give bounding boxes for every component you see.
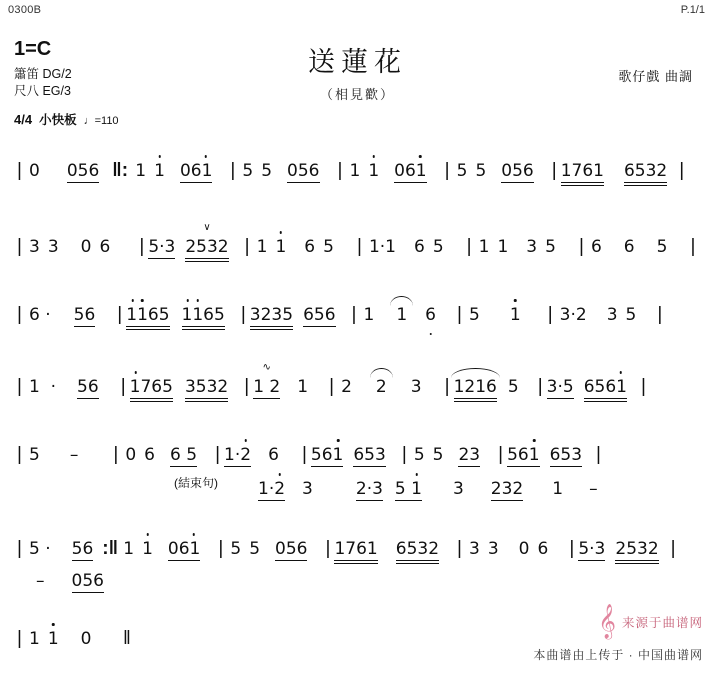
- barline: |: [337, 160, 343, 181]
- note: 1: [552, 479, 564, 499]
- note: 5: [29, 445, 40, 465]
- note: 5: [261, 161, 273, 181]
- note: 1: [150, 161, 169, 181]
- note-group: 6561: [583, 377, 628, 397]
- measure: [25, 377, 100, 397]
- note: 1: [392, 305, 411, 325]
- meter-tempo-row: [14, 110, 119, 128]
- barline: |: [244, 376, 250, 397]
- measure: [453, 377, 523, 397]
- note-group: 5·3: [148, 237, 176, 257]
- treble-clef-icon: 𝄞: [598, 605, 616, 638]
- note-group: 1761: [560, 161, 604, 181]
- measure: [32, 571, 105, 591]
- note-group: 653: [353, 445, 386, 465]
- note-group: 5 1: [394, 479, 423, 499]
- note-group: 3532: [184, 377, 229, 397]
- note-group: 232: [490, 479, 524, 499]
- barline: |: [356, 236, 362, 257]
- note: 5: [475, 161, 487, 181]
- measure: [410, 445, 481, 465]
- barline: |: [215, 444, 220, 465]
- note: –: [36, 571, 45, 591]
- measure: [25, 237, 114, 257]
- tempo-value: ♩=110: [83, 115, 119, 127]
- measure: [257, 479, 317, 499]
- measure: [556, 305, 641, 325]
- music-system-4: [0, 362, 715, 430]
- note-group: 5·3: [578, 539, 606, 559]
- measure: [125, 305, 226, 325]
- measure: [310, 445, 387, 465]
- note: 1: [138, 539, 157, 559]
- note: 3: [410, 377, 422, 397]
- note: 3: [452, 479, 464, 499]
- barline: |: [641, 376, 646, 397]
- note-group: 056: [66, 161, 100, 181]
- watermark: [598, 605, 703, 638]
- barline: |: [17, 236, 22, 257]
- ornament-icon: ∨: [203, 222, 211, 233]
- footer-credit: 本曲谱由上传于 · 中国曲谱网: [533, 648, 703, 662]
- measure: [355, 479, 423, 499]
- measure: [453, 161, 535, 181]
- measure: [465, 305, 525, 325]
- note: 1: [506, 305, 525, 325]
- barline: |: [240, 304, 246, 325]
- barline: |: [690, 236, 696, 257]
- measure: [253, 237, 338, 257]
- barline: |: [17, 538, 22, 559]
- note-group: 1761: [334, 539, 378, 559]
- note: 0: [518, 539, 530, 559]
- note: 0: [80, 237, 92, 257]
- note-group: 1165: [181, 305, 226, 325]
- note: 6: [99, 237, 111, 257]
- barline: |: [244, 236, 250, 257]
- ending-phrase-label: (結束句): [174, 476, 218, 490]
- note-group: 6532: [395, 539, 440, 559]
- note: 6 ·: [29, 305, 51, 325]
- measure: [238, 161, 320, 181]
- document-code: 0300B: [8, 4, 42, 16]
- note-group: 1·2: [223, 445, 252, 465]
- music-system-1: [0, 152, 715, 214]
- note: 1: [135, 161, 147, 181]
- note-group: 56: [73, 305, 96, 325]
- music-system-6: [0, 530, 715, 600]
- note: 3: [469, 539, 480, 559]
- note: 5: [249, 539, 261, 559]
- barline: |: [329, 376, 335, 397]
- measure: [449, 479, 524, 499]
- note: 1: [297, 377, 309, 397]
- note-group: 561: [506, 445, 540, 465]
- barline: |: [120, 376, 126, 397]
- barline: |: [466, 236, 472, 257]
- note-group: 6532: [623, 161, 668, 181]
- measure: [25, 305, 96, 325]
- barline: |: [547, 304, 553, 325]
- note: 5: [507, 377, 519, 397]
- barline: |: [301, 444, 307, 465]
- notation-row: [14, 436, 705, 474]
- note: 5: [432, 445, 444, 465]
- measure: [623, 161, 668, 181]
- note: 5 ·: [29, 539, 51, 559]
- measure: [395, 539, 440, 559]
- measure: [25, 161, 100, 181]
- measure: [249, 305, 337, 325]
- note: 1 ·: [29, 377, 57, 397]
- page-number: P.1/1: [680, 4, 705, 16]
- measure: [360, 305, 440, 325]
- note: 3: [487, 539, 499, 559]
- note-group: 561: [310, 445, 344, 465]
- note: 2: [372, 377, 391, 397]
- note-group: 23: [458, 445, 481, 465]
- note: 0: [125, 445, 137, 465]
- note-group: ∨ 2532: [185, 222, 229, 257]
- note: 5: [545, 237, 556, 257]
- barline: |: [401, 444, 407, 465]
- barline: |: [657, 304, 663, 325]
- note: 1: [44, 629, 63, 649]
- note-group: 056: [71, 571, 104, 591]
- measure: [333, 539, 378, 559]
- note: 0: [80, 629, 92, 649]
- notation-row: [14, 222, 705, 266]
- note-group: 3235: [249, 305, 294, 325]
- note: –: [589, 479, 598, 499]
- measure: [121, 445, 198, 465]
- note: 1: [478, 237, 490, 257]
- measure: [252, 362, 312, 397]
- barline: |: [498, 444, 504, 465]
- final-barline: ‖: [123, 628, 131, 649]
- note-group: 2532: [615, 539, 659, 559]
- note-group: 061: [167, 539, 201, 559]
- measure: [119, 539, 201, 559]
- note: 1·1: [368, 237, 396, 257]
- measure: [131, 161, 213, 181]
- notation-row: [14, 362, 705, 406]
- measure: [577, 539, 659, 559]
- note: 2: [341, 377, 352, 397]
- barline: |: [670, 538, 676, 559]
- note: 1: [256, 237, 268, 257]
- measure: [465, 539, 552, 559]
- barline: |: [679, 160, 685, 181]
- barline: |: [17, 304, 22, 325]
- note: 1: [349, 161, 361, 181]
- note-group: 061: [393, 161, 427, 181]
- barline: |: [551, 160, 557, 181]
- barline: |: [17, 444, 22, 465]
- note-group: 1165: [125, 305, 170, 325]
- note: 5: [242, 161, 254, 181]
- note-group: 656: [303, 305, 336, 325]
- note-group: 6 5: [169, 445, 198, 465]
- note: 1: [123, 539, 135, 559]
- music-system-5: [0, 436, 715, 516]
- measure: [548, 479, 601, 499]
- music-system-3: [0, 296, 715, 358]
- note: 1: [363, 305, 375, 325]
- repeat-end-barline: :‖: [102, 538, 119, 559]
- barline: |: [596, 444, 601, 465]
- note-group: 1216: [453, 377, 498, 397]
- instrument-line-1: 簫笛 DG/2: [14, 67, 72, 81]
- note: 6: [537, 539, 549, 559]
- tie-arc: [390, 296, 413, 306]
- note-group: 2·3: [355, 479, 383, 499]
- page-subtitle: （相見歡）: [319, 87, 395, 102]
- barline: |: [351, 304, 357, 325]
- note: 1: [271, 237, 290, 257]
- barline: |: [444, 376, 450, 397]
- barline: |: [444, 160, 450, 181]
- measure: [147, 222, 229, 257]
- measure: [25, 539, 94, 559]
- note: –: [69, 445, 79, 465]
- note: 5: [432, 237, 444, 257]
- note: 3: [47, 237, 59, 257]
- note-group: 3·5: [546, 377, 574, 397]
- measure: [546, 377, 628, 397]
- note: 5: [469, 305, 480, 325]
- note-group: 1·2: [257, 479, 286, 499]
- barline: |: [218, 538, 224, 559]
- instrument-line-2: 尺八 EG/3: [14, 84, 71, 98]
- note-group: 1765: [129, 377, 174, 397]
- notation-row: [14, 152, 705, 190]
- measure: [223, 445, 283, 465]
- measure: [25, 629, 95, 649]
- note: 6: [590, 237, 602, 257]
- note: 5: [230, 539, 242, 559]
- barline: |: [569, 538, 575, 559]
- note-group: ∿ 1 2: [253, 362, 281, 397]
- music-system-2: [0, 222, 715, 290]
- note: 3·2: [559, 305, 587, 325]
- note: 1: [364, 161, 383, 181]
- note: 3: [606, 305, 618, 325]
- notation-row: [14, 296, 705, 334]
- barline: |: [113, 444, 119, 465]
- note-group: 56: [71, 539, 94, 559]
- notation-row-second-voice: [14, 562, 705, 600]
- note: 6: [623, 237, 635, 257]
- note: 5: [413, 445, 425, 465]
- tempo-marking: 小快板: [39, 113, 77, 127]
- note: 3: [302, 479, 313, 499]
- barline: |: [139, 236, 145, 257]
- barline: |: [117, 304, 123, 325]
- note: 5: [323, 237, 334, 257]
- note: 5: [456, 161, 468, 181]
- barline: |: [17, 160, 22, 181]
- notation-row-second-voice: [14, 470, 705, 508]
- note: 6: [304, 237, 316, 257]
- note-group: 653: [549, 445, 583, 465]
- barline: |: [230, 160, 236, 181]
- note-group: 061: [179, 161, 213, 181]
- note: 6: [413, 237, 425, 257]
- key-signature: 1=C: [14, 38, 52, 60]
- composer-credit: 歌仔戲 曲調: [618, 69, 693, 84]
- measure: [346, 161, 428, 181]
- barline: |: [17, 376, 22, 397]
- ornament-icon: ∿: [262, 362, 271, 373]
- page-title: 送蓮花: [308, 47, 407, 78]
- note: 0: [29, 161, 40, 181]
- measure: [25, 445, 82, 465]
- note: 6: [144, 445, 155, 465]
- note-group: 056: [275, 539, 308, 559]
- note: 6: [268, 445, 279, 465]
- measure: [226, 539, 308, 559]
- measure: [587, 237, 671, 257]
- barline: |: [17, 628, 22, 649]
- note: 1: [29, 629, 40, 649]
- time-signature: 4/4: [14, 112, 33, 127]
- note: 6: [421, 305, 440, 325]
- tie-arc: [370, 368, 393, 378]
- measure: [365, 237, 448, 257]
- barline: |: [578, 236, 584, 257]
- barline: |: [457, 304, 462, 325]
- repeat-start-barline: ‖:: [112, 160, 129, 181]
- measure: [475, 237, 560, 257]
- note-group: 056: [501, 161, 534, 181]
- barline: |: [537, 376, 543, 397]
- note: 3: [29, 237, 40, 257]
- measure: [129, 377, 230, 397]
- watermark-text: 来源于曲谱网: [621, 616, 703, 630]
- note-group: 056: [287, 161, 320, 181]
- note: 3: [526, 237, 538, 257]
- note-group: 56: [77, 377, 99, 397]
- note: 5: [656, 237, 668, 257]
- barline: |: [325, 538, 331, 559]
- measure: [560, 161, 605, 181]
- measure: [337, 377, 425, 397]
- barline: |: [457, 538, 462, 559]
- tie-arc: [451, 368, 500, 378]
- note: 5: [625, 305, 637, 325]
- note: 1: [497, 237, 509, 257]
- measure: [506, 445, 583, 465]
